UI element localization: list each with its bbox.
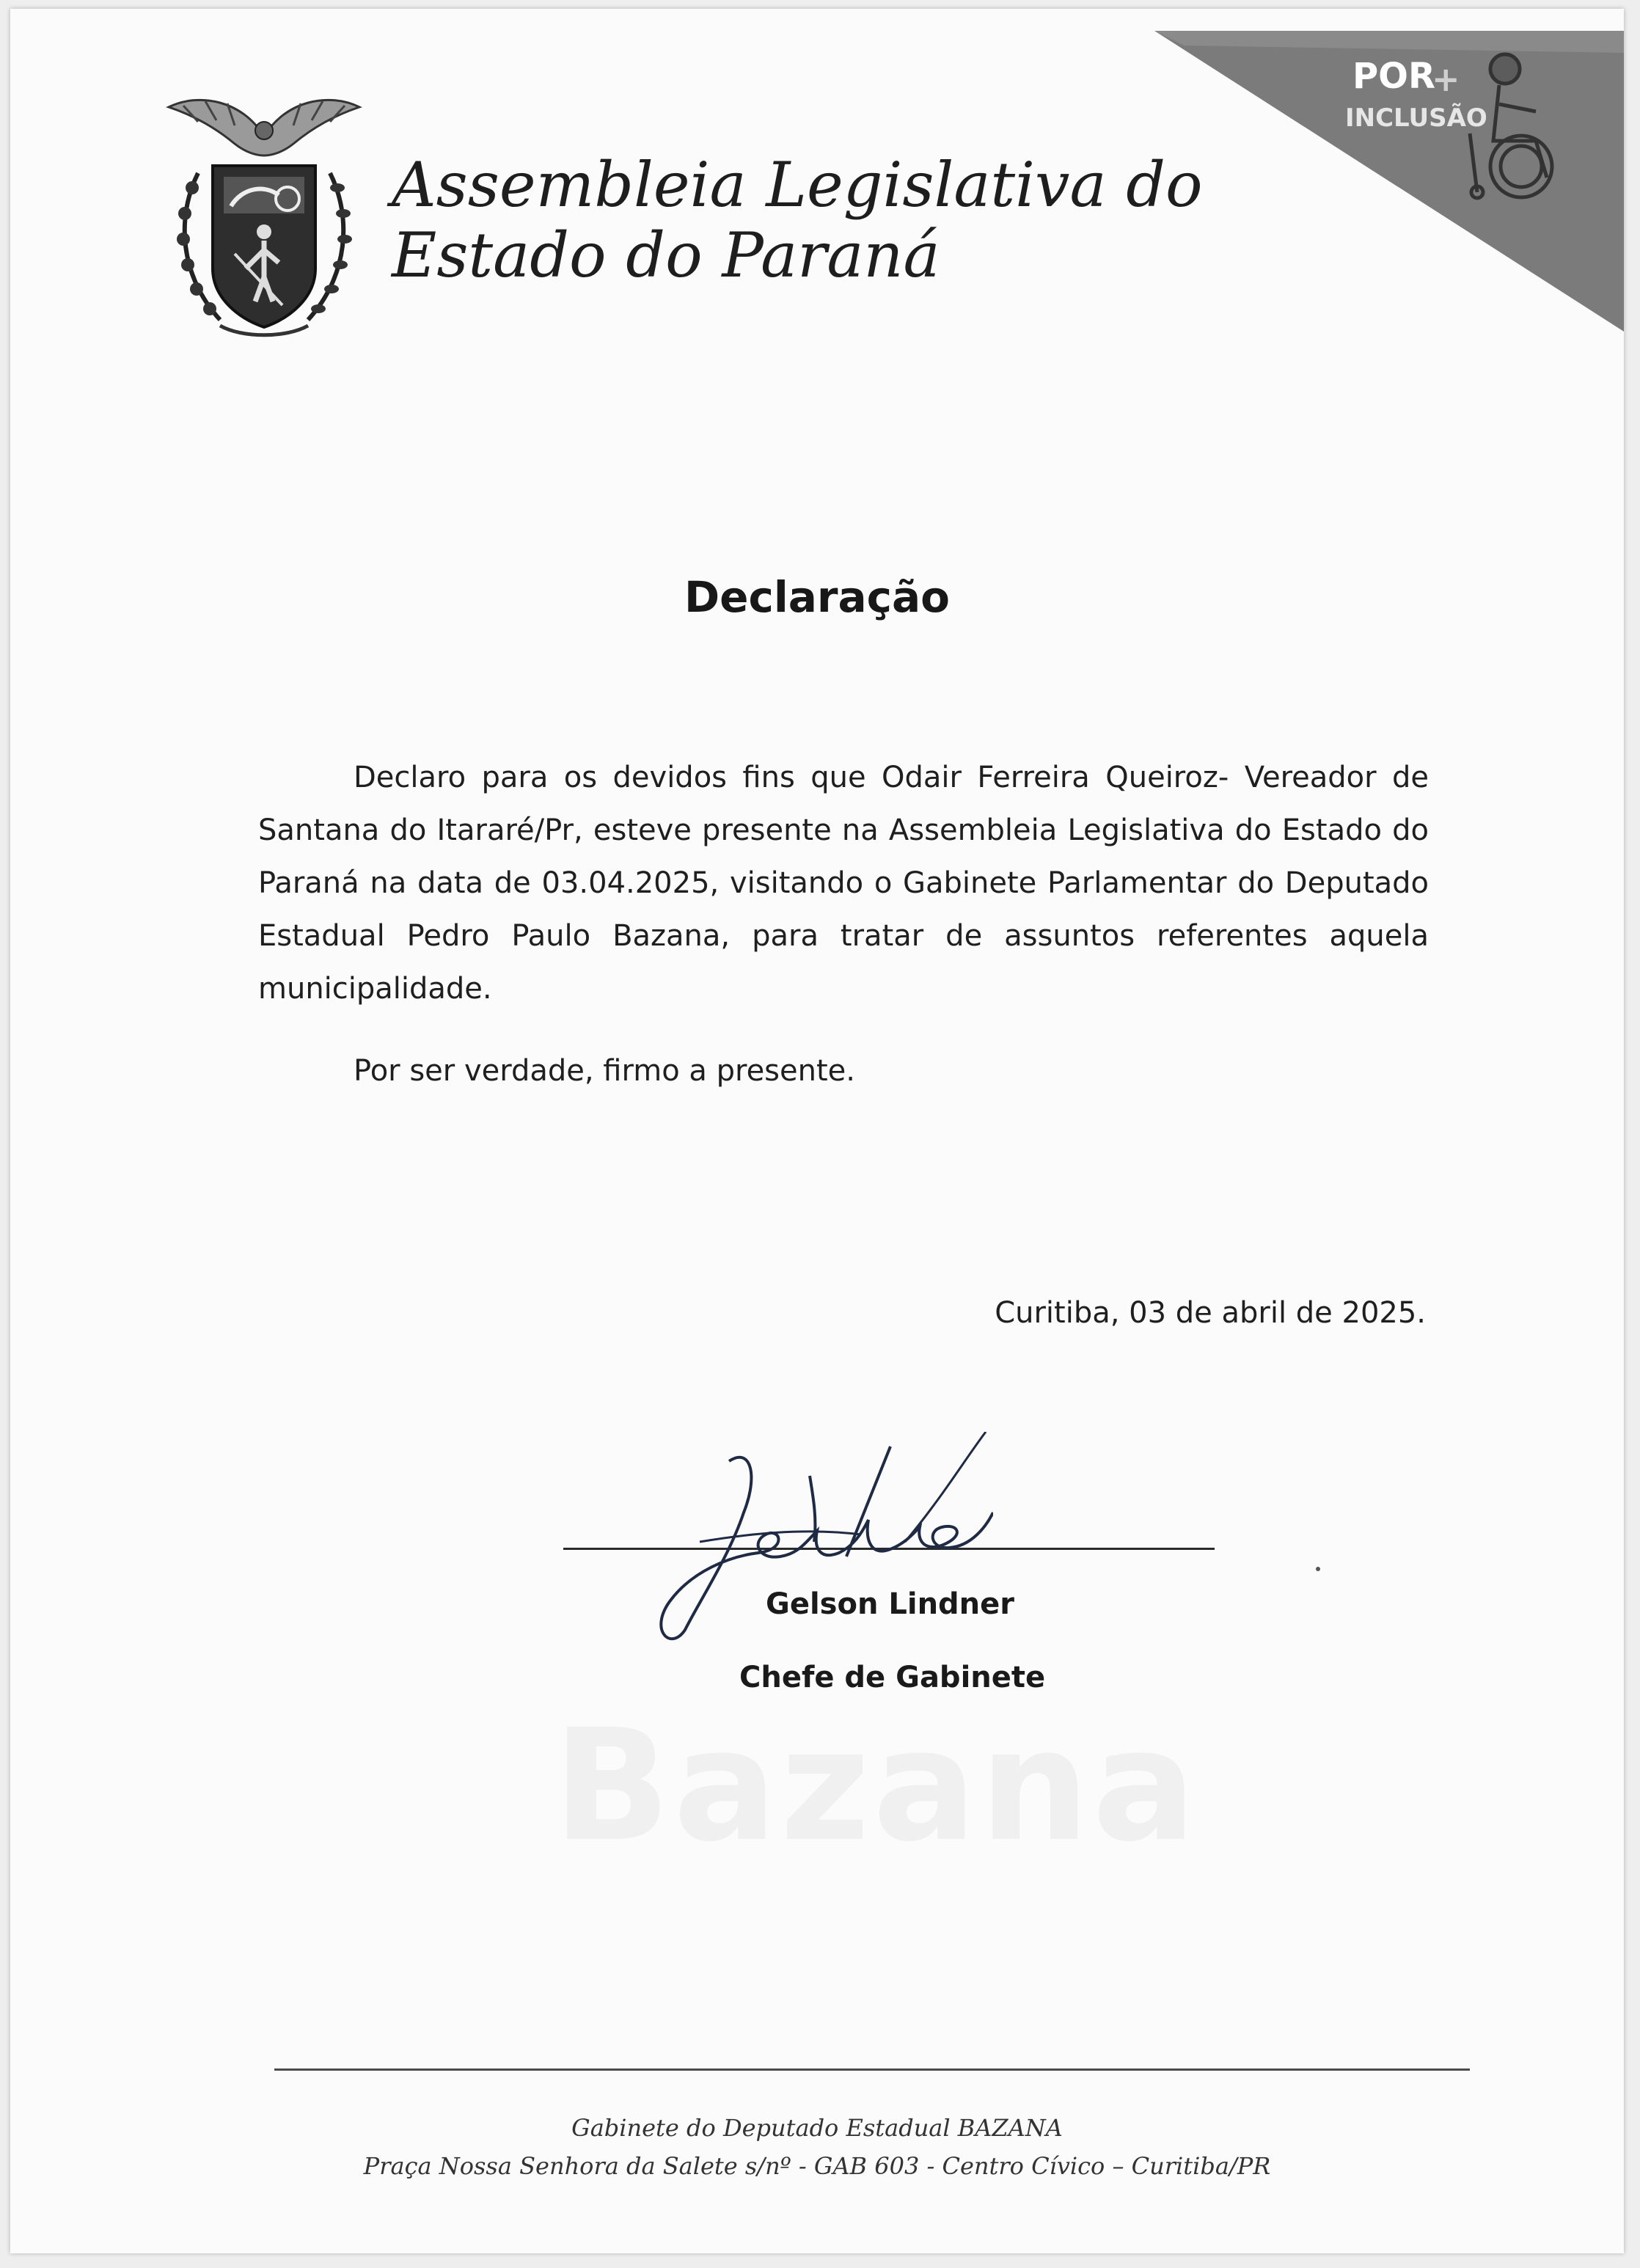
declaration-paragraph: Declaro para os devidos fins que Odair Ferreira Queiroz- Vereador de Santana do Itararé/Pr, esteve presente na Assembleia Legislativa do Estado do Paraná na data de 03.04.2025, visitando o Gabinete Parlamentar do Deputado Estadual Pedro Paulo Bazana, para tratar de assuntos referentes aquela municipalidade. [258,761,1429,1006]
institution-name-line2: Estado do Paraná [392,219,940,291]
declaration-body [258,751,1429,1015]
document-title: Declaração [684,572,950,622]
institution-name [392,150,1203,290]
closing-statement: Por ser verdade, firmo a presente. [354,1054,855,1088]
watermark: Bazana [553,1696,1199,1876]
inclusion-badge [1154,9,1624,332]
footer-office: Gabinete do Deputado Estadual BAZANA [571,2114,1063,2142]
document-page [10,9,1624,2253]
footer-address: Praça Nossa Senhora da Salete s/nº - GAB 603 - Centro Cívico – Curitiba/PR [363,2152,1271,2180]
parana-coat-of-arms-icon [154,85,374,349]
footer-divider [274,2068,1470,2071]
signer-name: Gelson Lindner [766,1587,1015,1621]
badge-text-bottom: INCLUSÃO [1345,103,1487,133]
badge-text-top: POR [1352,56,1435,97]
paper-speck [1316,1567,1320,1571]
badge-plus-icon: + [1432,59,1460,99]
signer-role: Chefe de Gabinete [739,1661,1046,1694]
institution-name-line1: Assembleia Legislativa do [392,149,1203,221]
city-date: Curitiba, 03 de abril de 2025. [995,1296,1426,1330]
